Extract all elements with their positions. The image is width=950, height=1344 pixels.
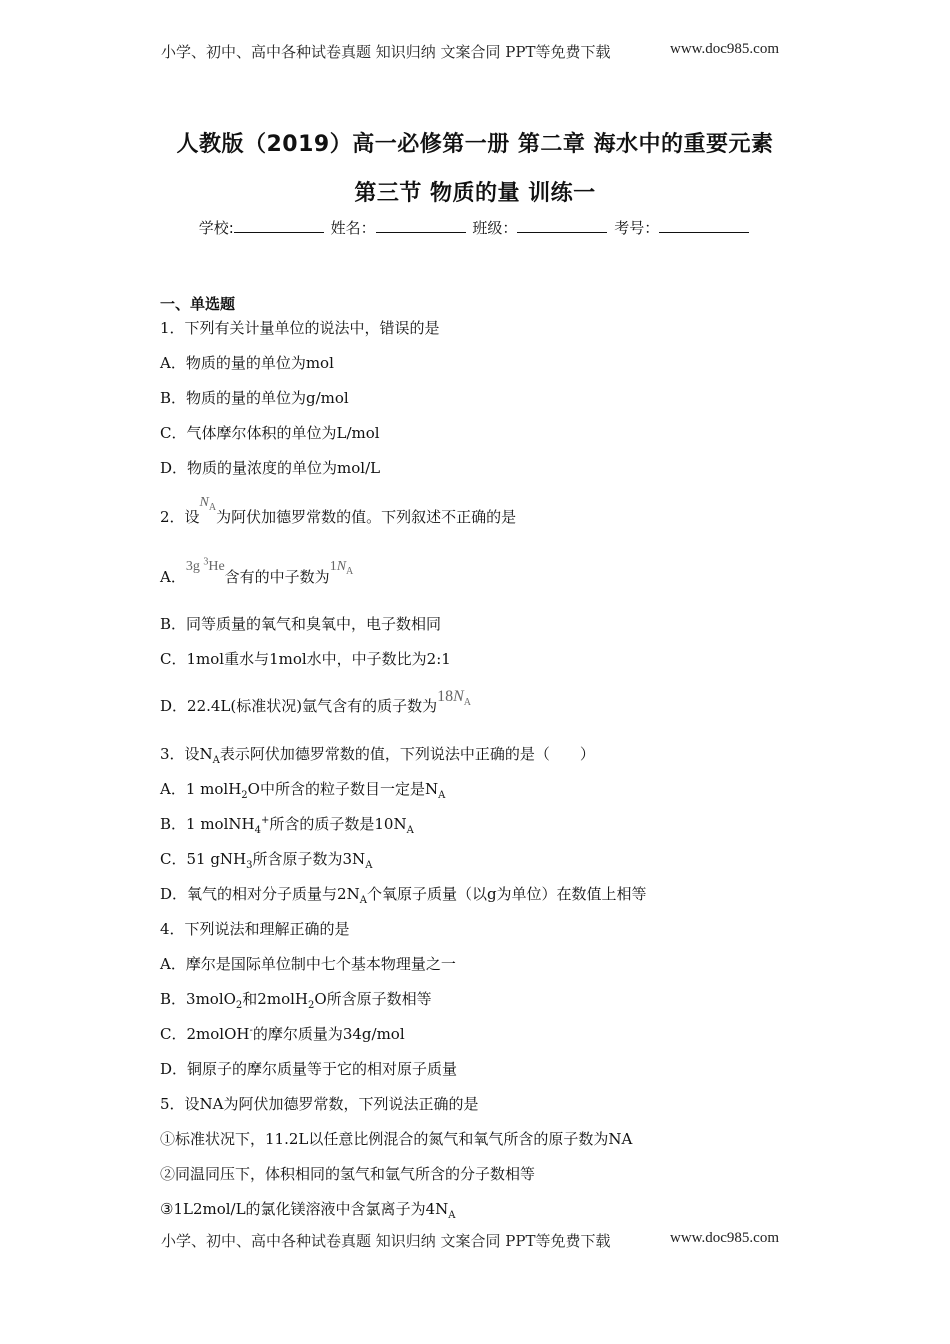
q2-option-a [160,556,354,589]
name-label: 姓名： [330,219,376,237]
q1-option-c: C．气体摩尔体积的单位为L/mol [160,424,380,442]
q1-option-d: D．物质的量浓度的单位为mol/L [160,459,381,477]
number-label: 考号： [614,219,660,237]
q2-stem-pre: 2．设 [160,508,200,526]
class-blank[interactable] [517,218,607,233]
q3-option-d: D．氧气的相对分子质量与$2N_A$个氧原子质量（以g为单位）在数值上相等 [160,885,647,906]
q2-a-label: A． [160,568,186,586]
q1-option-a: A．物质的量的单位为mol [160,354,334,372]
footer-url: www.doc985.com [670,1230,780,1246]
q5-stem: 5．设NA为阿伏加德罗常数，下列说法正确的是 [160,1095,479,1113]
q4-stem: 4．下列说法和理解正确的是 [160,920,350,938]
q5-statement-2: ②同温同压下，体积相同的氢气和氩气所含的分子数相等 [160,1165,536,1183]
class-label: 班级： [472,219,518,237]
q4-option-a: A．摩尔是国际单位制中七个基本物理量之一 [160,955,456,973]
section-heading: 一、单选题 [160,295,236,313]
q2-stem-post: 为阿伏加德罗常数的值。下列叙述不正确的是 [216,508,517,526]
q4-option-c: C．2molOH-的摩尔质量为34g/mol [160,1025,405,1043]
name-blank[interactable] [376,218,466,233]
q2-option-b: B．同等质量的氧气和臭氧中，电子数相同 [160,615,442,633]
q2-a-value: $1N_A$ [329,559,354,577]
student-info-line [0,217,950,238]
q3-stem: 3．设$N_A$表示阿伏加德罗常数的值，下列说法中正确的是（ ） [160,745,595,766]
document-subtitle: 第三节 物质的量 训练一 [354,181,596,206]
q4-option-d: D．铜原子的摩尔质量等于它的相对原子质量 [160,1060,458,1078]
header-url: www.doc985.com [670,41,780,57]
document-title: 人教版（2019）高一必修第一册 第二章 海水中的重要元素 [176,132,774,157]
q1-stem: 1．下列有关计量单位的说法中，错误的是 [160,319,440,337]
q3-option-a: A．1 molH$_2$O中所含的粒子数目一定是$N_A$ [160,780,446,801]
q2-option-c: C．1mol重水与1mol水中，中子数比为2:1 [160,650,451,668]
q3-option-b: B．1 molNH$_4$+所含的质子数是$10N_A$ [160,815,414,836]
number-blank[interactable] [659,218,749,233]
q2-d-value: $18N_A$ [437,688,471,709]
school-blank[interactable] [234,218,324,233]
q2-stem [160,495,517,529]
q2-a-text: 含有的中子数为 [224,568,330,586]
q4-option-b: B．3molO$_2$和2molH$_2$O所含原子数相等 [160,990,432,1011]
q2-d-text: D．22.4L(标准状况)氩气含有的质子数为 [160,697,438,715]
q2-na-symbol: $N_A$ [199,495,217,513]
school-label: 学校: [198,219,234,237]
q5-statement-1: ①标准状况下，11.2L以任意比例混合的氮气和氧气所含的原子数为NA [160,1130,633,1148]
q1-option-b: B．物质的量的单位为g/mol [160,389,349,407]
q2-option-d [160,688,471,718]
header-text: 小学、初中、高中各种试卷真题 知识归纳 文案合同 PPT等免费下载 [161,43,611,61]
q3-option-c: C．51 gNH$_3$所含原子数为$3N_A$ [160,850,373,871]
footer-text: 小学、初中、高中各种试卷真题 知识归纳 文案合同 PPT等免费下载 [161,1232,611,1250]
q2-a-formula: 3g $^3$He [185,556,225,574]
q5-statement-3: ③1L2mol/L的氯化镁溶液中含氯离子为$4N_A$ [160,1200,456,1221]
